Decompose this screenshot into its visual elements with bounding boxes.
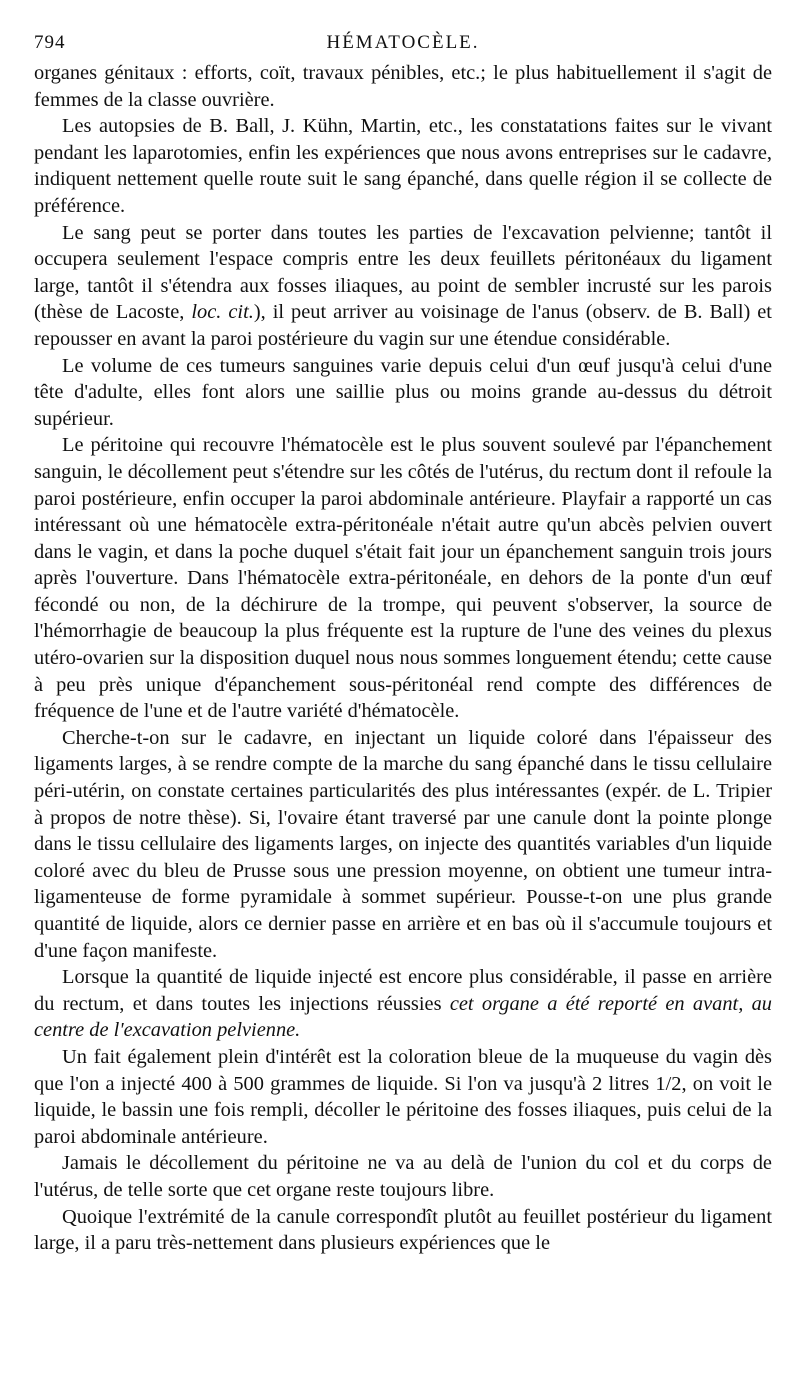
paragraph-blood-path-text: Le sang peut se porter dans toutes les parties de l'excavation pelvienne; tantôt il occupera seulement l'espace compris entre les deux feuillets péritonéaux du ligament large, tantôt il s'étendra aux fosses iliaques, au point de sembler incrusté sur les parois (thèse de Lacoste, bbox=[34, 221, 772, 324]
paragraph-tumor-volume: Le volume de ces tumeurs sanguines varie depuis celui d'un œuf jusqu'à celui d'une tête d'adulte, elles font alors une saillie plus ou moins grande au-dessus du détroit supérieur. bbox=[34, 354, 772, 430]
emphasis-organ-displaced: cet organe a été reporté en avant, au centre de l'excavation pelvienne. bbox=[34, 992, 772, 1042]
running-title: HÉMATOCÈLE. bbox=[326, 32, 480, 53]
citation-loc-cit: loc. cit. bbox=[191, 301, 254, 324]
paragraph-canula: Quoique l'extrémité de la canule correspondît plutôt au feuillet postérieur du ligament large, il a paru très-nettement dans plusieurs expériences que le bbox=[34, 1205, 772, 1255]
paragraph-autopsies: Les autopsies de B. Ball, J. Kühn, Martin, etc., les constatations faites sur le vivant pendant les laparotomies, enfin les expériences que nous avons entreprises sur le cadavre, indiquent nettement quelle route suit le sang épanché, dans quelle région il se collecte de préférence. bbox=[34, 115, 772, 217]
page-number: 794 bbox=[34, 32, 66, 53]
paragraph-blood-path-tail: ), il peut arriver au voisinage de l'anus (observ. de B. Ball) et repousser en avant la paroi postérieure du vagin sur une étendue considérable. bbox=[34, 301, 772, 350]
paragraph-detachment-limit: Jamais le décollement du péritoine ne va au delà de l'union du col et du corps de l'utérus, de telle sorte que cet organe reste toujours libre. bbox=[34, 1152, 772, 1201]
paragraph-continuation: organes génitaux : efforts, coït, travaux pénibles, etc.; le plus habituellement il s'agit de femmes de la classe ouvrière. bbox=[34, 62, 772, 111]
paragraph-blood-path bbox=[34, 220, 772, 353]
paragraph-rectum bbox=[34, 964, 772, 1044]
text-body bbox=[34, 60, 772, 1257]
paragraph-cadaver-injection: Cherche-t-on sur le cadavre, en injectant un liquide coloré dans l'épaisseur des ligaments larges, à se rendre compte de la marche du sang épanché dans le tissu cellulaire péri-utérin, on constate certaines particularités des plus intéressantes (expér. de L. Tripier à propos de notre thèse). Si, l'ovaire étant traversé par une canule dont la pointe plonge dans le tissu cellulaire des ligaments larges, on injecte des quantités variables d'un liquide coloré avec du bleu de Prusse sous une pression moyenne, on obtient une tumeur intra-ligamenteuse de forme pyramidale à sommet supérieur. Pousse-t-on une plus grande quantité de liquide, alors ce dernier passe en arrière et en bas où il s'accumule toujours et d'une façon manifeste. bbox=[34, 726, 772, 962]
paragraph-peritoneum: Le péritoine qui recouvre l'hématocèle est le plus souvent soulevé par l'épanchement sanguin, le décollement peut s'étendre sur les côtés de l'utérus, du rectum dont il refoule la paroi postérieure, enfin occuper la paroi abdominale antérieure. Playfair a rapporté un cas intéressant où une hématocèle extra-péritonéale n'était autre qu'un abcès pelvien ouvert dans le vagin, et dans la poche duquel s'était fait jour un épanchement sanguin trois jours après l'ouverture. Dans l'hématocèle extra-péritonéale, en dehors de la ponte d'un œuf fécondé ou non, de la déchirure de la trompe, qui peuvent s'observer, la source de l'hémorrhagie de beaucoup la plus fréquente est la rupture de l'une des veines du plexus utéro-ovarien sur la disposition duquel nous nous sommes longuement étendu; cette cause à peu près unique d'épanchement sous-péritonéal rend compte des différences de fréquence de l'une et de l'autre variété d'hématocèle. bbox=[34, 434, 772, 723]
paragraph-rectum-text: Lorsque la quantité de liquide injecté est encore plus considérable, il passe en arrière du rectum, et dans toutes les injections réussies bbox=[34, 966, 772, 1015]
paragraph-blue-coloration: Un fait également plein d'intérêt est la coloration bleue de la muqueuse du vagin dès que l'on a injecté 400 à 500 grammes de liquide. Si l'on va jusqu'à 2 litres 1/2, on voit le liquide, le bassin une fois rempli, décoller le péritoine des fosses iliaques, puis celui de la paroi abdominale antérieure. bbox=[34, 1045, 772, 1148]
running-head bbox=[34, 26, 772, 60]
